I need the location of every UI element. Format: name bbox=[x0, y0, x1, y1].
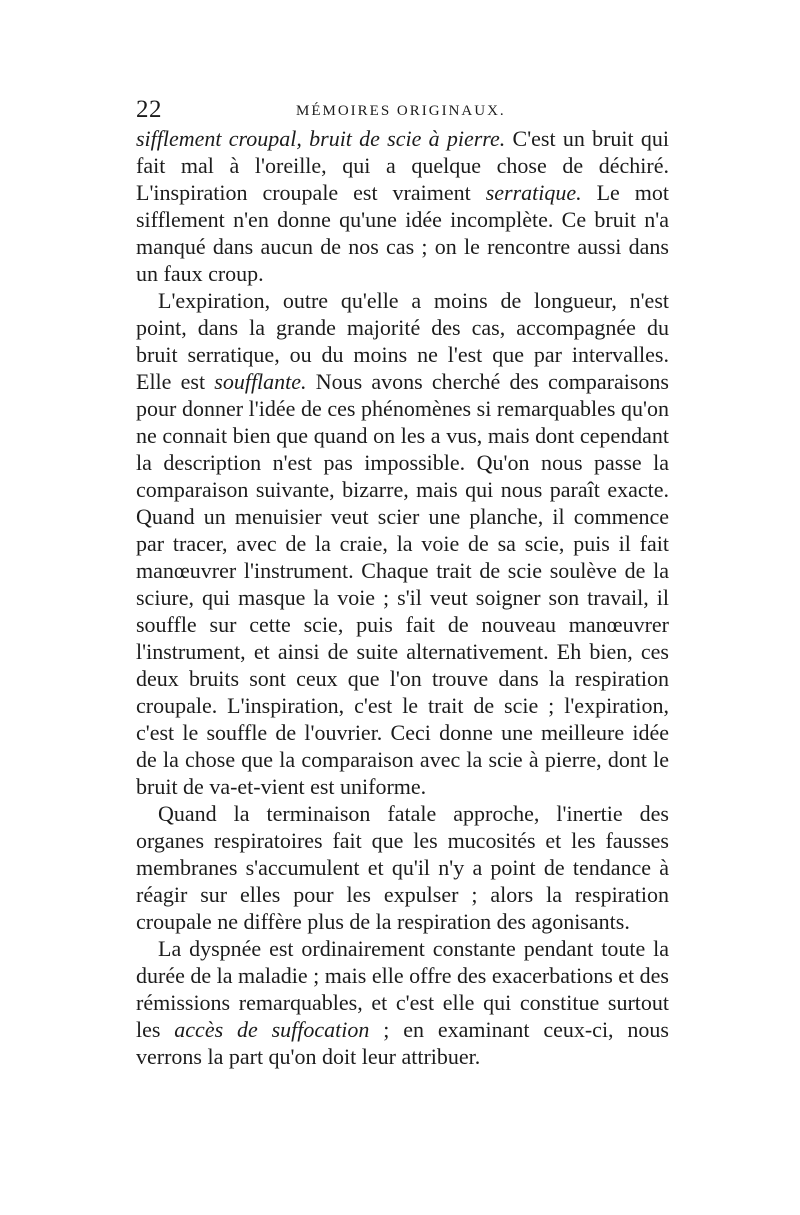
paragraph-text: ; en examinant ceux-ci, nous verrons la part qu'on doit leur attribuer. bbox=[136, 1017, 669, 1069]
body-text bbox=[136, 125, 669, 1070]
paragraph-4 bbox=[136, 935, 669, 1070]
paragraph-3 bbox=[136, 800, 669, 935]
italic-phrase: sifflement croupal, bruit de scie à pierre. bbox=[136, 126, 506, 151]
paragraph-text: L'expiration, outre qu'elle a moins de longueur, n'est point, dans la grande majorité des cas, accompagnée du bruit serratique, ou du moins ne l'est que par intervalles. Elle est bbox=[136, 288, 669, 394]
paragraph-1 bbox=[136, 125, 669, 287]
paragraph-text: Quand la terminaison fatale approche, l'inertie des organes respiratoires fait que les mucosités et les fausses membranes s'accumulent et qu'il n'y a point de tendance à réagir sur elles pour les expulser ; alors la respiration croupale ne diffère plus de la respiration des agonisants. bbox=[136, 801, 669, 934]
italic-term: soufflante. bbox=[214, 369, 307, 394]
italic-phrase: accès de suffocation bbox=[174, 1017, 370, 1042]
page-number: 22 bbox=[136, 96, 162, 123]
italic-term: serratique. bbox=[485, 180, 582, 205]
paragraph-text: La dyspnée est ordinairement constante pendant toute la durée de la maladie ; mais elle offre des exacerbations et des rémissions remarquables, et c'est elle qui constitue surtout les bbox=[136, 936, 669, 1042]
paragraph-2 bbox=[136, 287, 669, 800]
running-title: MÉMOIRES ORIGINAUX. bbox=[296, 103, 506, 119]
paragraph-text: Nous avons cherché des comparaisons pour donner l'idée de ces phénomènes si remarquables qu'on ne connait bien que quand on les a vus, mais dont cependant la description n'est pas impossible. Qu'on nous passe la comparaison suivante, bizarre, mais qui nous paraît exacte. Quand un menuisier veut scier une planche, il commence par tracer, avec de la craie, la voie de sa scie, puis il fait manœuvrer l'instrument. Chaque trait de scie soulève de la sciure, qui masque la voie ; s'il veut soigner son travail, il souffle sur cette scie, puis fait de nouveau manœuvrer l'instrument, et ainsi de suite alternativement. Eh bien, ces deux bruits sont ceux que l'on trouve dans la respiration croupale. L'inspiration, c'est le trait de scie ; l'expiration, c'est le souffle de l'ouvrier. Ceci donne une meilleure idée de la chose que la comparaison avec la scie à pierre, dont le bruit de va-et-vient est uniforme. bbox=[136, 369, 669, 799]
page-header bbox=[136, 96, 669, 124]
paragraph-text: Le mot sifflement n'en donne qu'une idée incomplète. Ce bruit n'a manqué dans aucun de nos cas ; on le rencontre aussi dans un faux croup. bbox=[136, 180, 669, 286]
paragraph-text: C'est un bruit qui fait mal à l'oreille, qui a quelque chose de déchiré. L'inspiration croupale est vraiment bbox=[136, 126, 669, 205]
